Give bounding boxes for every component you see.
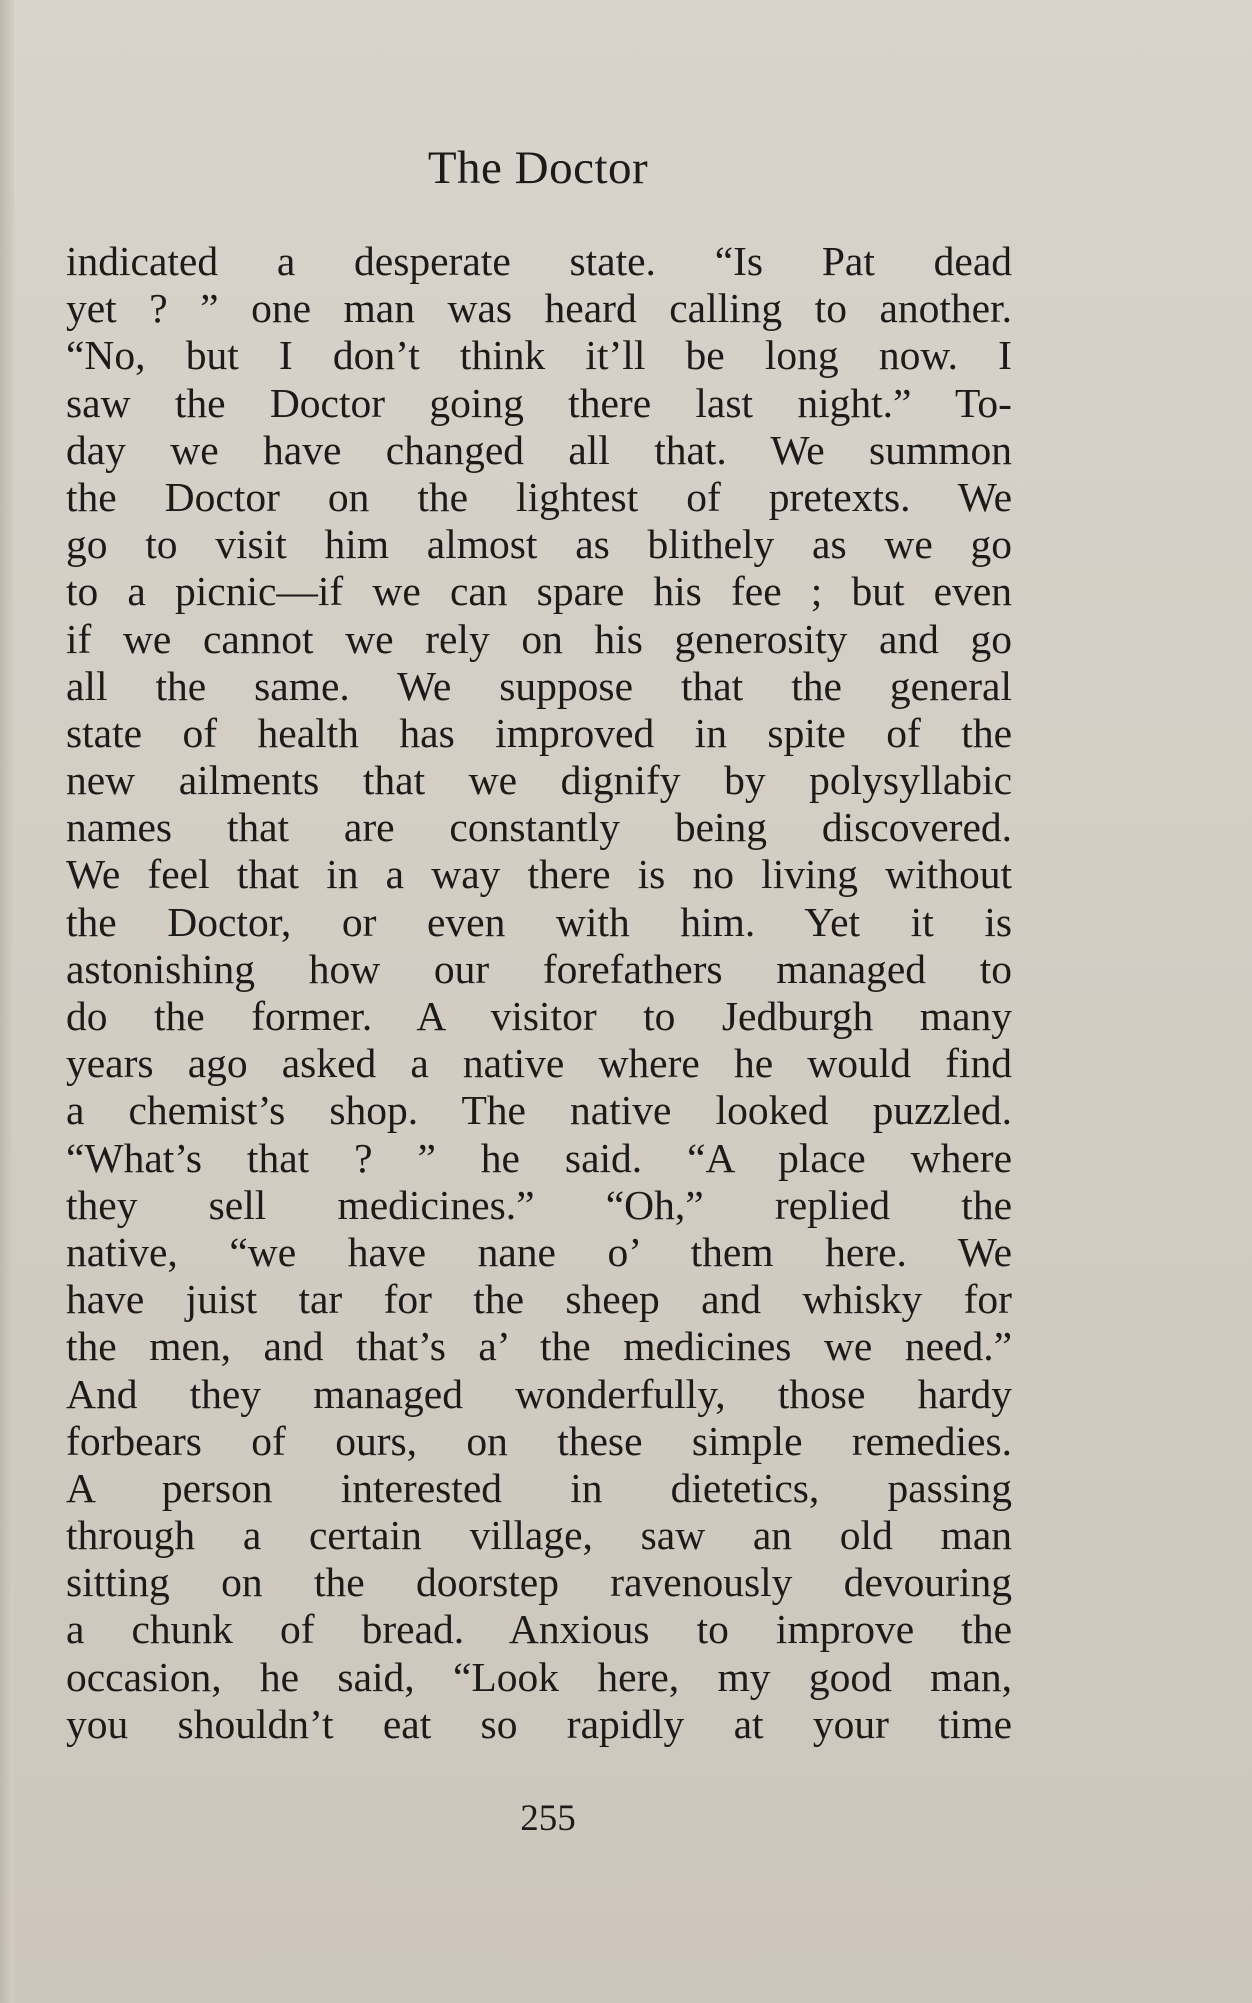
- text-line: a chemist’s shop. The native looked puzzled.: [66, 1087, 1012, 1134]
- text-line: go to visit him almost as blithely as we go: [66, 521, 1012, 568]
- text-line: forbears of ours, on these simple remedies.: [66, 1417, 1012, 1464]
- text-line: day we have changed all that. We summon: [66, 426, 1012, 473]
- text-line: “No, but I don’t think it’ll be long now. I: [66, 332, 1012, 379]
- text-line: names that are constantly being discovered.: [66, 804, 1012, 851]
- text-line: have juist tar for the sheep and whisky for: [66, 1276, 1012, 1323]
- text-line: new ailments that we dignify by polysyllabic: [66, 757, 1012, 804]
- text-line: if we cannot we rely on his generosity and go: [66, 615, 1012, 662]
- text-line: indicated a desperate state. “Is Pat dead: [66, 238, 1012, 284]
- text-line: years ago asked a native where he would find: [66, 1040, 1012, 1087]
- text-line: native, “we have nane o’ them here. We: [66, 1228, 1012, 1275]
- text-line: a chunk of bread. Anxious to improve the: [66, 1606, 1012, 1653]
- text-line: through a certain village, saw an old man: [66, 1512, 1012, 1559]
- text-line: you shouldn’t eat so rapidly at your time: [66, 1700, 1012, 1747]
- body-text: [66, 238, 1012, 1748]
- text-line: We feel that in a way there is no living without: [66, 851, 1012, 898]
- text-line: saw the Doctor going there last night.” To-: [66, 379, 1012, 426]
- text-line: they sell medicines.” “Oh,” replied the: [66, 1181, 1012, 1228]
- text-line: the men, and that’s a’ the medicines we need.”: [66, 1323, 1012, 1370]
- running-head: The Doctor: [427, 142, 649, 194]
- text-line: the Doctor, or even with him. Yet it is: [66, 898, 1012, 945]
- text-line: state of health has improved in spite of the: [66, 709, 1012, 756]
- text-line: occasion, he said, “Look here, my good man,: [66, 1653, 1012, 1700]
- text-line: astonishing how our forefathers managed to: [66, 945, 1012, 992]
- text-line: all the same. We suppose that the general: [66, 662, 1012, 709]
- text-line: the Doctor on the lightest of pretexts. We: [66, 473, 1012, 520]
- text-line: to a picnic—if we can spare his fee ; but even: [66, 568, 1012, 615]
- text-line: And they managed wonderfully, those hardy: [66, 1370, 1012, 1417]
- text-line: “What’s that ? ” he said. “A place where: [66, 1134, 1012, 1181]
- page-gutter-shadow: [0, 0, 14, 2003]
- text-line: sitting on the doorstep ravenously devouring: [66, 1559, 1012, 1606]
- page-number: 255: [520, 1798, 576, 1839]
- text-line: A person interested in dietetics, passing: [66, 1464, 1012, 1511]
- text-line: do the former. A visitor to Jedburgh many: [66, 993, 1012, 1039]
- text-line: yet ? ” one man was heard calling to another.: [66, 285, 1012, 332]
